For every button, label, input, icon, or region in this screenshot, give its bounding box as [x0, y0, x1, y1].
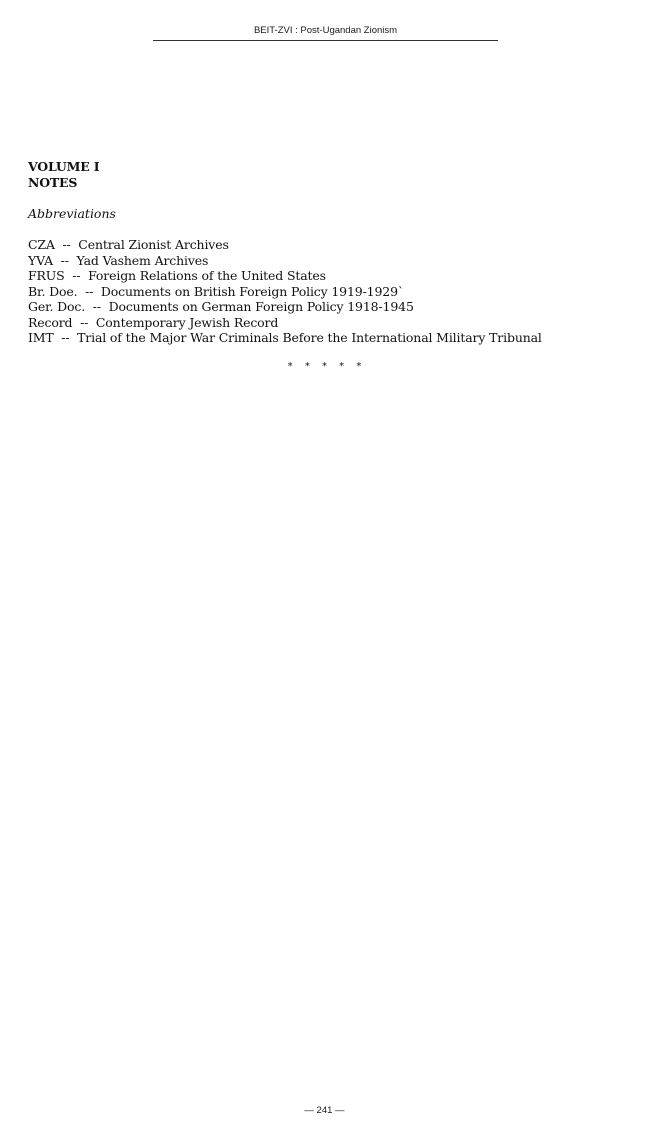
abbreviation-separator: -- — [92, 299, 101, 314]
abbreviation-code: FRUS — [28, 268, 65, 283]
abbreviation-item — [28, 315, 542, 331]
abbreviation-item — [28, 299, 542, 315]
abbreviation-meaning: Documents on British Foreign Policy 1919-1929` — [100, 283, 404, 299]
abbreviations-title: Abbreviations — [28, 206, 116, 221]
abbreviation-item — [28, 330, 542, 346]
abbreviation-item — [28, 284, 542, 300]
abbreviation-meaning: Foreign Relations of the United States — [88, 268, 326, 283]
abbreviation-separator: -- — [62, 237, 71, 252]
abbreviation-code: Record — [28, 314, 73, 330]
abbreviation-meaning: Central Zionist Archives — [78, 237, 229, 252]
abbreviation-item — [28, 237, 542, 253]
abbreviation-item — [28, 268, 542, 284]
abbreviation-separator: -- — [72, 268, 81, 283]
abbreviation-meaning: Documents on German Foreign Policy 1918-1945 — [108, 299, 414, 314]
header-rule — [153, 40, 498, 41]
page-number: — 241 — — [304, 1105, 345, 1116]
abbreviation-item — [28, 253, 542, 269]
abbreviation-separator: -- — [61, 330, 70, 345]
abbreviation-meaning: Contemporary Jewish Record — [95, 314, 279, 330]
abbreviations-list — [28, 237, 542, 346]
abbreviation-separator: -- — [85, 283, 94, 299]
abbreviation-meaning: Trial of the Major War Criminals Before the International Military Tribunal — [77, 330, 542, 345]
abbreviation-code: IMT — [28, 330, 54, 345]
abbreviation-code: YVA — [28, 252, 54, 268]
abbreviation-separator: -- — [60, 252, 69, 268]
notes-title: NOTES — [28, 175, 78, 190]
abbreviation-meaning: Yad Vashem Archives — [76, 252, 209, 268]
abbreviation-separator: -- — [80, 314, 89, 330]
abbreviation-code: CZA — [28, 237, 55, 252]
section-break: * * * * * — [287, 361, 362, 372]
abbreviation-code: Br. Doe. — [28, 283, 78, 299]
running-header: BEIT-ZVI : Post-Ugandan Zionism — [253, 25, 398, 36]
volume-title: VOLUME I — [28, 159, 100, 174]
volume-heading — [28, 159, 99, 191]
abbreviation-code: Ger. Doc. — [28, 299, 86, 314]
